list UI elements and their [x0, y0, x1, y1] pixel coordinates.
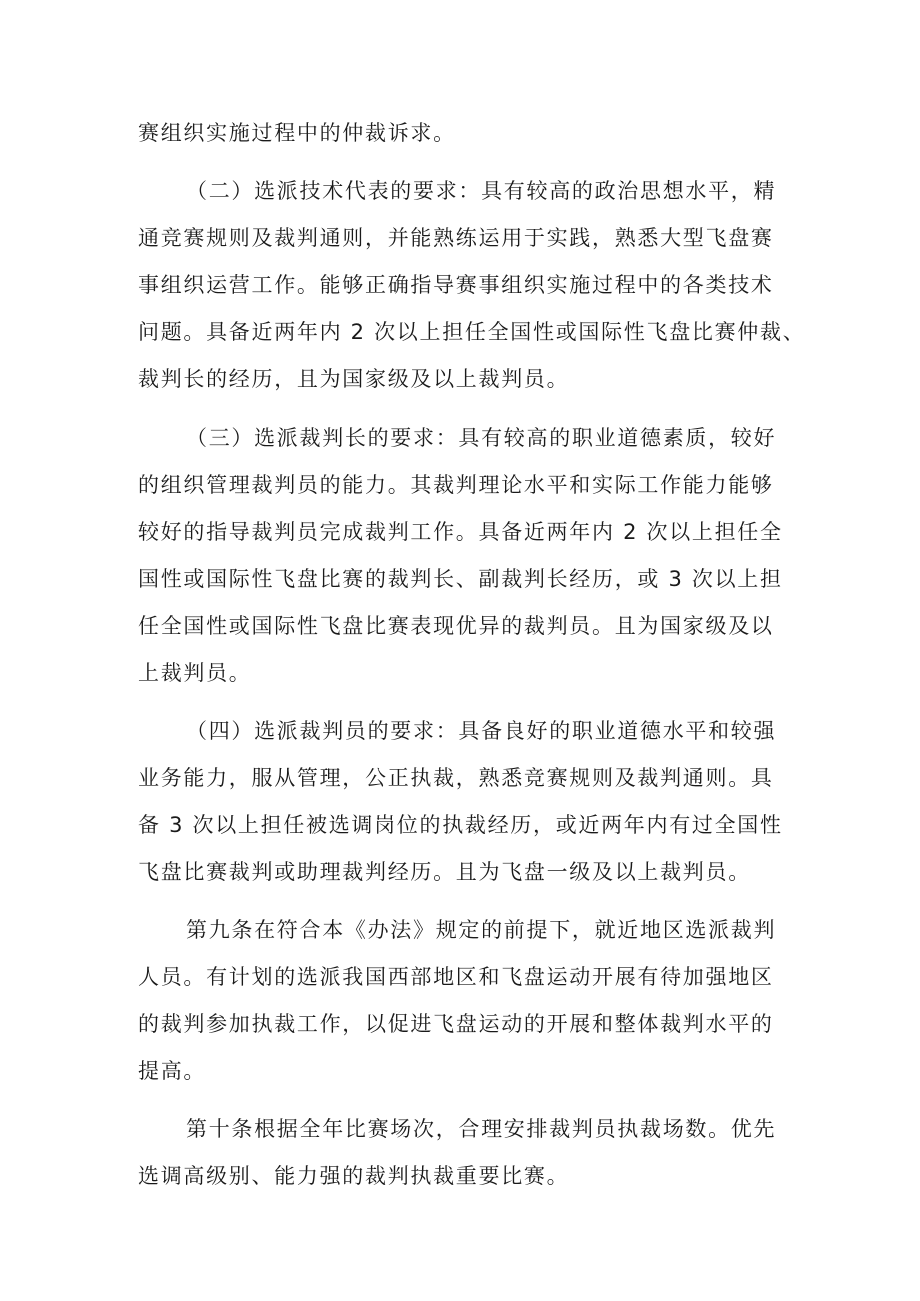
paragraph-line: 提高。 — [138, 1059, 207, 1083]
paragraph-line: 人员。有计划的选派我国西部地区和飞盘运动开展有待加强地区 — [138, 965, 774, 989]
paragraph-line: 事组织运营工作。能够正确指导赛事组织实施过程中的各类技术 — [138, 273, 774, 297]
paragraph-line: 任全国性或国际性飞盘比赛表现优异的裁判员。且为国家级及以 — [138, 614, 774, 638]
paragraph-line: 选调高级别、能力强的裁判执裁重要比赛。 — [138, 1164, 570, 1188]
paragraph-line: 第九条在符合本《办法》规定的前提下，就近地区选派裁判 — [186, 918, 777, 942]
paragraph-line: 问题。具备近两年内 2 次以上担任全国性或国际性飞盘比赛仲裁、 — [138, 320, 806, 344]
paragraph-line: 国性或国际性飞盘比赛的裁判长、副裁判长经历，或 3 次以上担 — [138, 567, 783, 591]
paragraph-line: 业务能力，服从管理，公正执裁，熟悉竞赛规则及裁判通则。具 — [138, 766, 774, 790]
paragraph-line: 裁判长的经历，且为国家级及以上裁判员。 — [138, 367, 570, 391]
paragraph-line: 飞盘比赛裁判或助理裁判经历。且为飞盘一级及以上裁判员。 — [138, 860, 751, 884]
paragraph-line: （二）选派技术代表的要求：具有较高的政治思想水平，精 — [186, 179, 777, 203]
paragraph-line: 的组织管理裁判员的能力。其裁判理论水平和实际工作能力能够 — [138, 473, 774, 497]
paragraph-line: （三）选派裁判长的要求：具有较高的职业道德素质，较好 — [186, 426, 777, 450]
paragraph-line: 赛组织实施过程中的仲裁诉求。 — [138, 121, 456, 145]
paragraph-line: 第十条根据全年比赛场次，合理安排裁判员执裁场数。优先 — [186, 1117, 777, 1141]
paragraph-line: 的裁判参加执裁工作，以促进飞盘运动的开展和整体裁判水平的 — [138, 1012, 774, 1036]
paragraph-line: 上裁判员。 — [138, 661, 252, 685]
paragraph-line: （四）选派裁判员的要求：具备良好的职业道德水平和较强 — [186, 719, 777, 743]
paragraph-line: 备 3 次以上担任被选调岗位的执裁经历，或近两年内有过全国性 — [138, 813, 783, 837]
paragraph-line: 通竞赛规则及裁判通则，并能熟练运用于实践，熟悉大型飞盘赛 — [138, 226, 774, 250]
paragraph-line: 较好的指导裁判员完成裁判工作。具备近两年内 2 次以上担任全 — [138, 520, 783, 544]
